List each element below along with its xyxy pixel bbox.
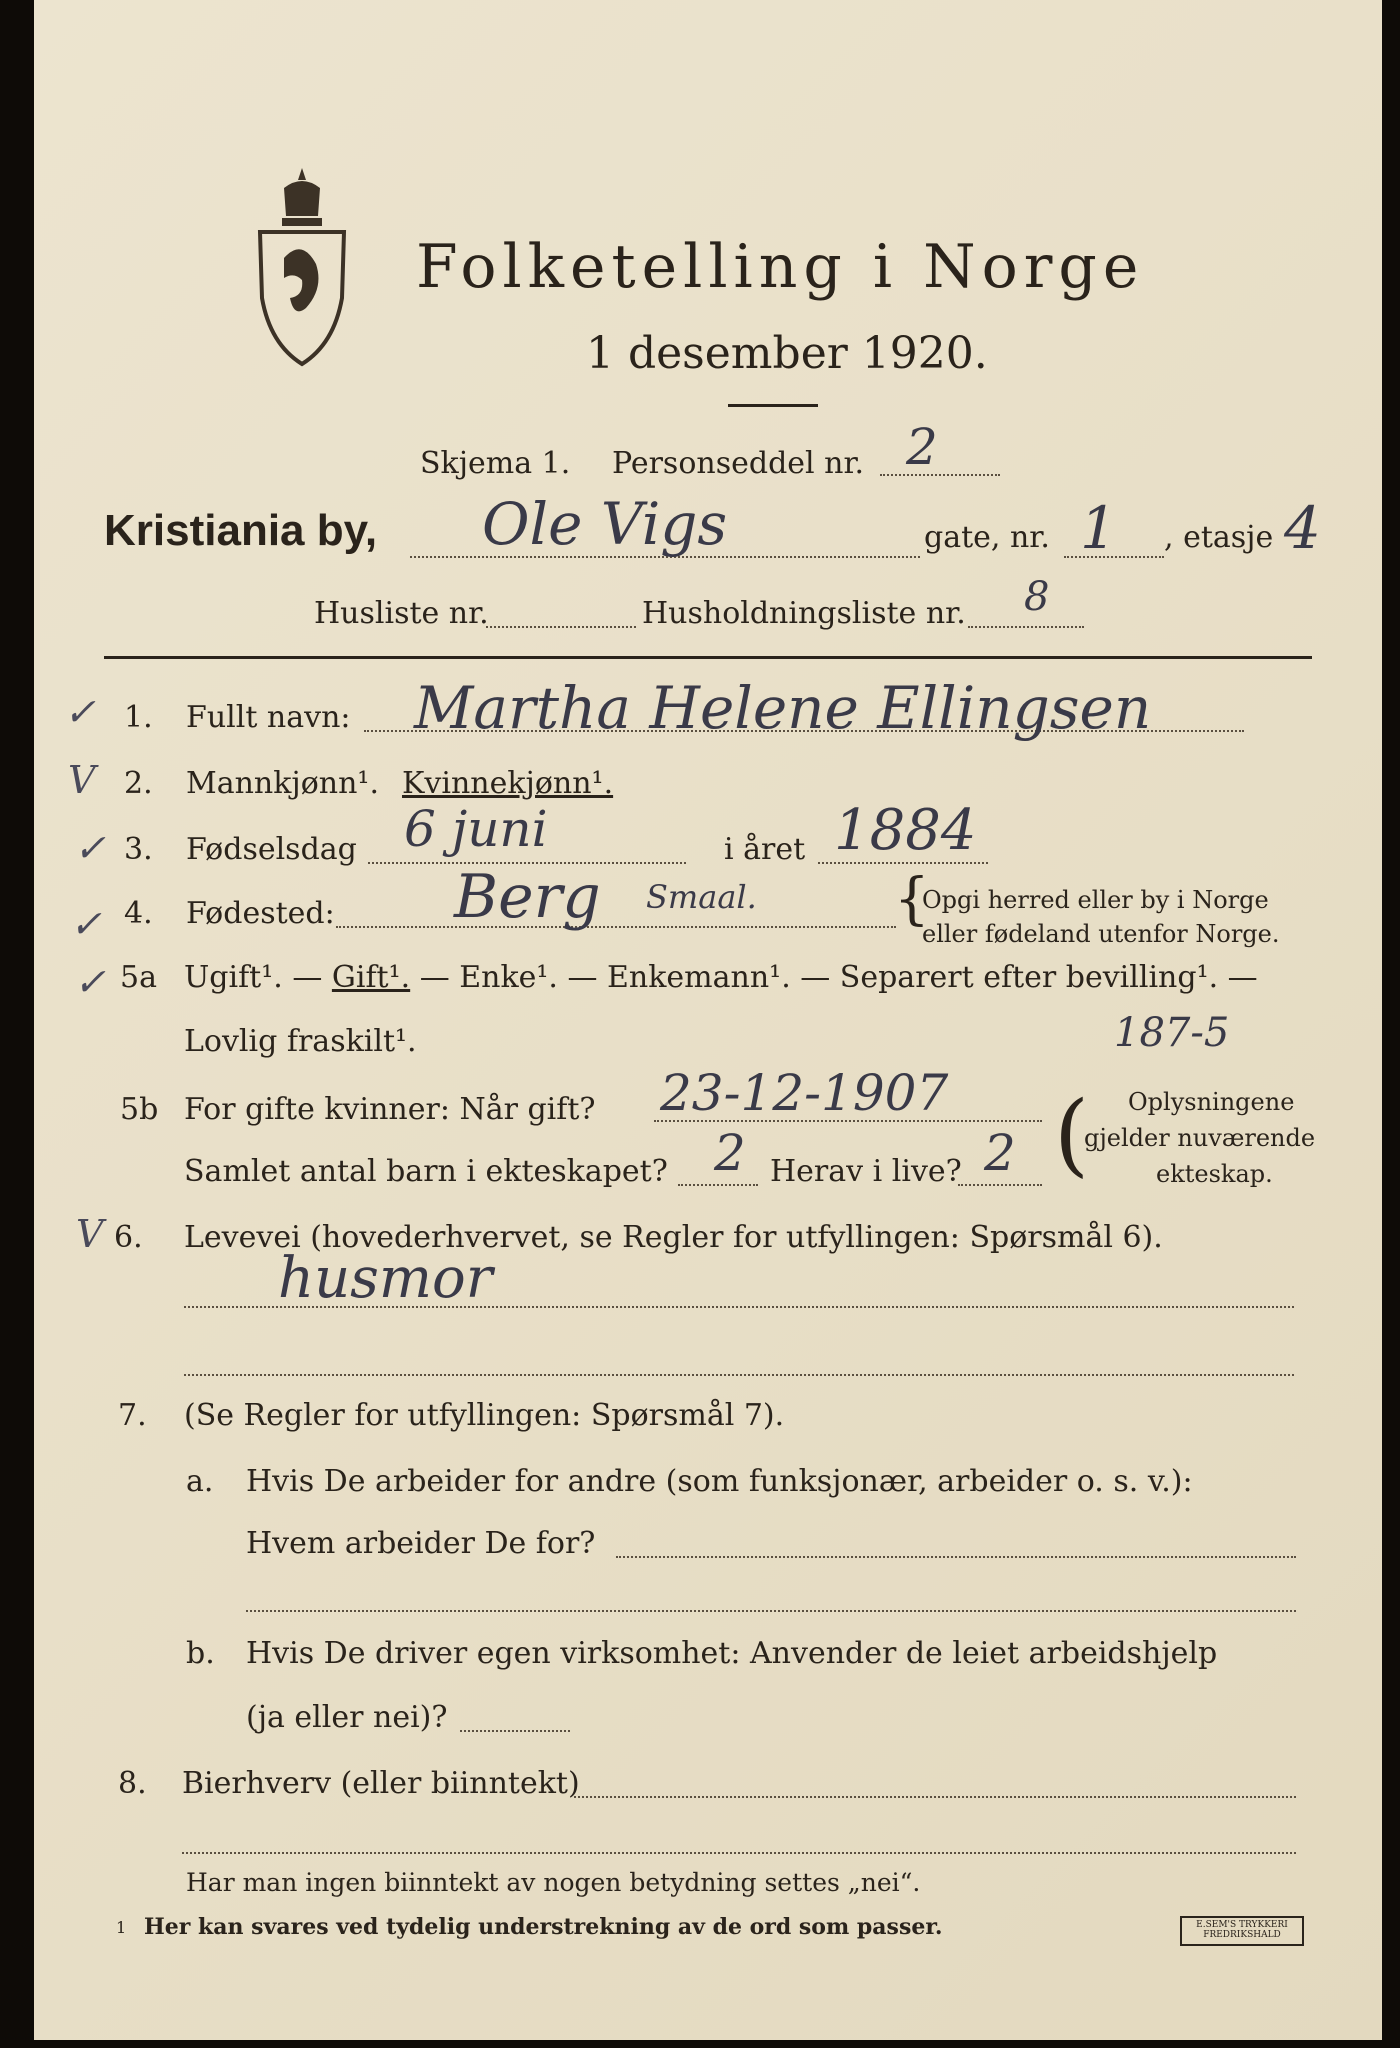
q6-occupation-value: husmor <box>278 1246 493 1311</box>
q5b-note-line1: Oplysningene <box>1128 1088 1295 1116</box>
q8-label: Bierhverv (eller biinntekt) <box>182 1766 580 1801</box>
q7a-text: Hvis De arbeider for andre (som funksjonær, arbeider o. s. v.): <box>246 1464 1193 1499</box>
q5a-marital-options <box>184 960 1258 995</box>
biinntekt-note: Har man ingen biinntekt av nogen betydning settes „nei“. <box>186 1868 921 1897</box>
q5b-alive-label: Herav i live? <box>770 1154 962 1189</box>
q6-number: 6. <box>114 1220 143 1255</box>
husholdning-value: 8 <box>1024 574 1050 620</box>
title-divider <box>728 404 818 407</box>
q2-number: 2. <box>124 766 153 801</box>
q5a-number: 5a <box>120 960 157 995</box>
q3-birthday-value: 6 juni <box>404 800 548 858</box>
q5b-note-brace: ( <box>1054 1082 1090 1187</box>
check-mark-q2: V <box>68 758 96 802</box>
check-mark-q5a: ✓ <box>74 960 106 1004</box>
coat-of-arms-icon <box>254 168 350 368</box>
q1-full-name-value: Martha Helene Ellingsen <box>414 674 1152 742</box>
q8-number: 8. <box>118 1766 147 1801</box>
q3-year-value: 1884 <box>834 798 977 863</box>
etasje-value: 4 <box>1284 494 1321 562</box>
q2-female-option: Kvinnekjønn¹. <box>402 766 614 801</box>
q5b-children-field-line <box>678 1184 758 1186</box>
q3-number: 3. <box>124 832 153 867</box>
city-label: Kristiania by, <box>104 506 378 555</box>
q3-label: Fødselsdag <box>186 832 357 867</box>
gate-nr-value: 1 <box>1080 494 1117 562</box>
street-value: Ole Vigs <box>482 490 728 558</box>
etasje-label: , etasje <box>1164 520 1274 555</box>
printer-stamp: E.SEM'S TRYKKERI FREDRIKSHALD <box>1180 1916 1304 1946</box>
q7b-letter: b. <box>186 1636 215 1671</box>
q4-note-line1: Opgi herred eller by i Norge <box>922 886 1269 914</box>
q7a-letter: a. <box>186 1464 214 1499</box>
check-mark-q6: V <box>76 1212 104 1256</box>
q4-field-line <box>336 926 896 928</box>
q4-note-line2: eller fødeland utenfor Norge. <box>922 920 1280 948</box>
q7a-question: Hvem arbeider De for? <box>246 1526 596 1561</box>
q5a-other-options: — Enke¹. — Enkemann¹. — Separert efter bevilling¹. — <box>410 960 1258 995</box>
q4-birthplace-value: Berg <box>454 862 601 932</box>
husholdning-field-line <box>968 626 1084 628</box>
header-divider <box>104 656 1312 659</box>
q5b-label: For gifte kvinner: Når gift? <box>184 1092 596 1127</box>
q1-number: 1. <box>124 700 153 735</box>
personseddel-value: 2 <box>906 418 938 476</box>
personseddel-field-line <box>880 474 1000 476</box>
q5b-note-line3: ekteskap. <box>1156 1160 1273 1188</box>
q2-male-option: Mannkjønn¹. <box>186 766 379 801</box>
q7a-field-line-1 <box>616 1556 1296 1558</box>
check-mark-q4: ✓ <box>70 902 102 946</box>
q6-field-line-2 <box>184 1374 1294 1376</box>
q5a-married-option: Gift¹. <box>331 960 411 995</box>
q5b-marriage-date-value: 23-12-1907 <box>660 1064 949 1122</box>
q7a-field-line-2 <box>246 1610 1296 1612</box>
q4-label: Fødested: <box>186 896 335 931</box>
q5a-unmarried-option: Ugift¹. — <box>184 960 332 995</box>
q7-number: 7. <box>118 1398 147 1433</box>
footnote-number: 1 <box>116 1918 127 1937</box>
husliste-label: Husliste nr. <box>314 596 489 631</box>
gate-label: gate, nr. <box>924 520 1050 555</box>
q5b-children-label: Samlet antal barn i ekteskapet? <box>184 1154 668 1189</box>
q7b-text: Hvis De driver egen virksomhet: Anvender de leiet arbeidshjelp <box>246 1636 1218 1671</box>
form-title: Folketelling i Norge <box>416 232 1145 302</box>
q7b-question: (ja eller nei)? <box>246 1700 448 1735</box>
personseddel-label: Personseddel nr. <box>612 446 865 481</box>
footnote-text: Her kan svares ved tydelig understrekning av de ord som passer. <box>144 1914 943 1940</box>
q4-birthplace-county: Smaal. <box>646 878 757 916</box>
q7-label: (Se Regler for utfyllingen: Spørsmål 7). <box>184 1398 785 1433</box>
q5a-divorced-option: Lovlig fraskilt¹. <box>184 1024 417 1059</box>
q4-note-brace: { <box>894 867 930 932</box>
q5b-alive-field-line <box>958 1184 1042 1186</box>
check-mark-q1: ✓ <box>64 690 96 734</box>
check-mark-q3: ✓ <box>74 826 106 870</box>
q5b-note-line2: gjelder nuværende <box>1084 1124 1316 1152</box>
husliste-field-line <box>486 626 636 628</box>
q5b-alive-value: 2 <box>984 1124 1016 1182</box>
q5a-margin-note: 187-5 <box>1114 1010 1230 1056</box>
census-form-paper <box>34 0 1382 2040</box>
q1-label: Fullt navn: <box>186 700 351 735</box>
q8-field-line-1 <box>574 1796 1296 1798</box>
q4-number: 4. <box>124 896 153 931</box>
q7b-field-line <box>460 1730 570 1732</box>
q6-label: Levevei (hovederhvervet, se Regler for utfyllingen: Spørsmål 6). <box>184 1220 1163 1255</box>
schema-label: Skjema 1. <box>420 446 571 481</box>
q3-year-label: i året <box>724 832 806 867</box>
q5b-number: 5b <box>120 1092 159 1127</box>
form-date: 1 desember 1920. <box>586 328 988 379</box>
q8-field-line-2 <box>182 1852 1296 1854</box>
q5b-children-value: 2 <box>714 1124 746 1182</box>
husholdning-label: Husholdningsliste nr. <box>642 596 966 631</box>
